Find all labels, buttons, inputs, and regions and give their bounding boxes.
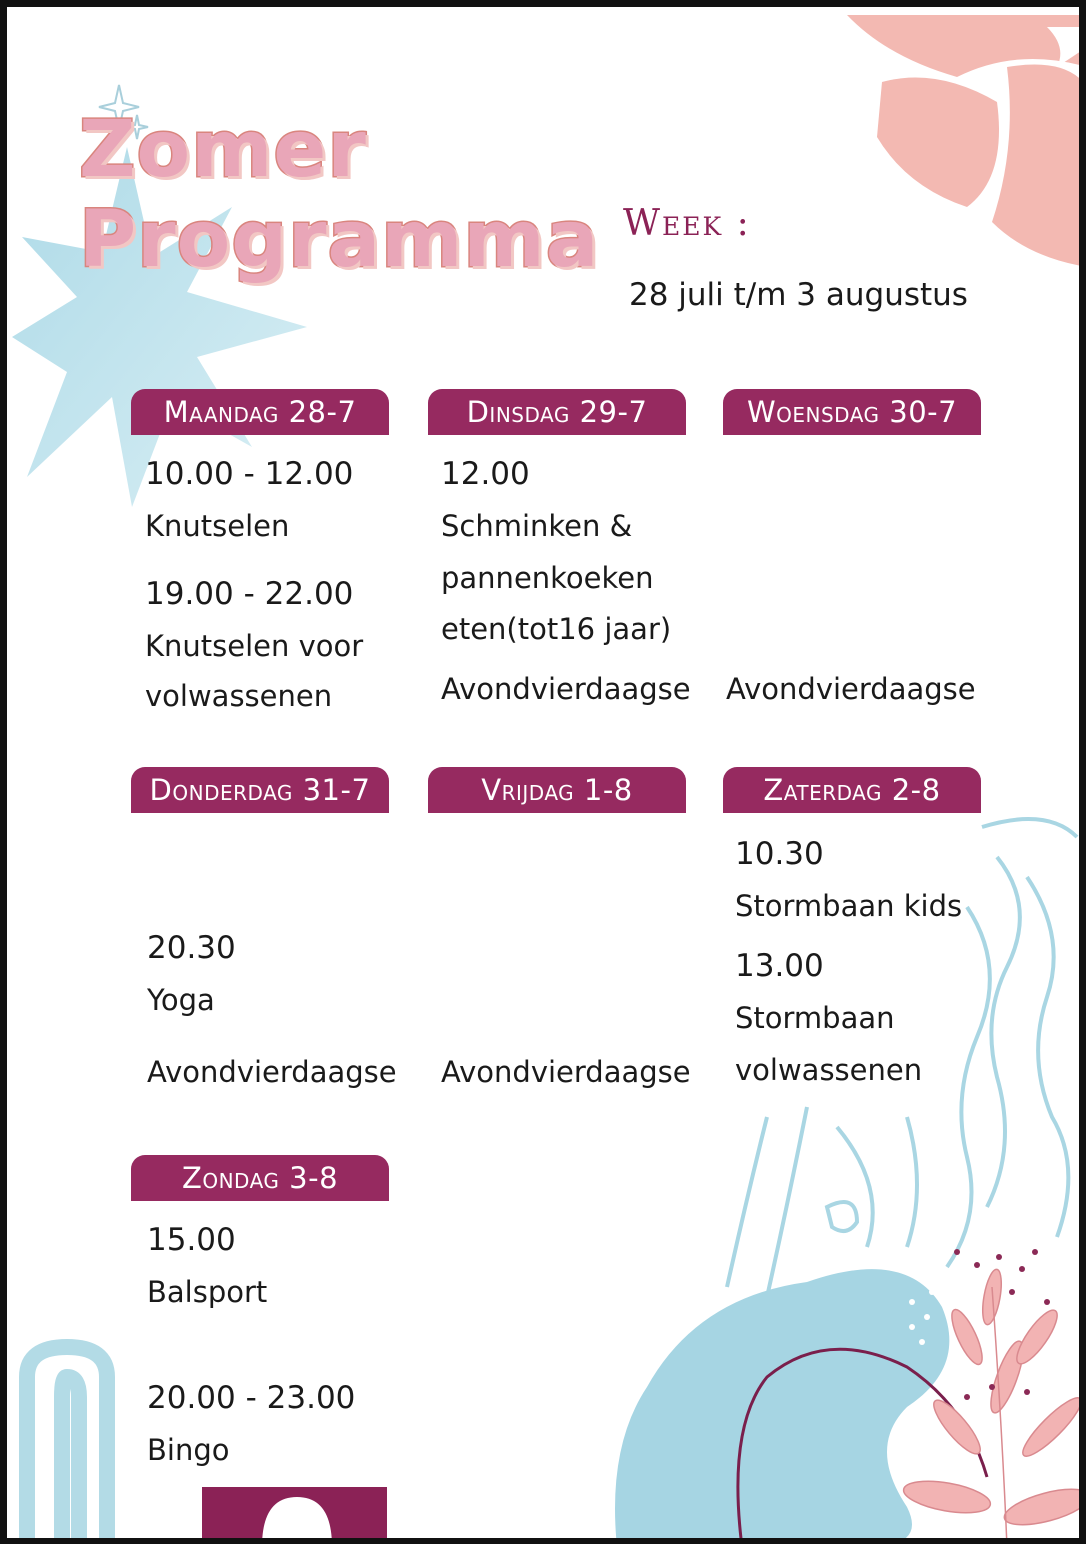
entry-activity: Yoga bbox=[147, 983, 215, 1017]
entry-time: 10.00 - 12.00 bbox=[145, 456, 354, 492]
entry-activity: Stormbaan bbox=[735, 1001, 895, 1035]
day-header-maandag: Maandag 28-7 bbox=[131, 389, 389, 435]
entry-activity: Stormbaan kids bbox=[735, 889, 963, 923]
day-header-vrijdag: Vrijdag 1-8 bbox=[428, 767, 686, 813]
entry-time: 20.30 bbox=[147, 930, 236, 966]
entry-time: 12.00 bbox=[441, 456, 530, 492]
flower-shape bbox=[847, 15, 1086, 267]
entry-activity: Balsport bbox=[147, 1275, 268, 1309]
day-header-zondag: Zondag 3-8 bbox=[131, 1155, 389, 1201]
blob-shape bbox=[615, 1269, 949, 1544]
entry-activity: volwassenen bbox=[735, 1053, 923, 1087]
entry-activity: Knutselen bbox=[145, 509, 290, 543]
entry-activity: Avondvierdaagse bbox=[441, 1055, 691, 1089]
entry-activity: Schminken & bbox=[441, 509, 633, 543]
entry-time: 15.00 bbox=[147, 1222, 236, 1258]
day-header-donderdag: Donderdag 31-7 bbox=[131, 767, 389, 813]
week-range: 28 juli t/m 3 augustus bbox=[629, 277, 968, 313]
entry-time: 20.00 - 23.00 bbox=[147, 1380, 356, 1416]
entry-activity: pannenkoeken bbox=[441, 561, 654, 595]
entry-activity: volwassenen bbox=[145, 679, 333, 713]
entry-time: 19.00 - 22.00 bbox=[145, 576, 354, 612]
day-header-dinsdag: Dinsdag 29-7 bbox=[428, 389, 686, 435]
entry-activity: Avondvierdaagse bbox=[726, 672, 976, 706]
entry-activity: Bingo bbox=[147, 1433, 230, 1467]
title-line-2: Programma bbox=[79, 195, 600, 285]
arch-shapes bbox=[27, 1347, 107, 1544]
arch-shape-dark bbox=[202, 1487, 387, 1544]
title-line-1: Zomer bbox=[79, 105, 367, 195]
day-header-woensdag: Woensdag 30-7 bbox=[723, 389, 981, 435]
entry-activity: Avondvierdaagse bbox=[147, 1055, 397, 1089]
entry-time: 13.00 bbox=[735, 948, 824, 984]
entry-time: 10.30 bbox=[735, 836, 824, 872]
entry-activity: Knutselen voor bbox=[145, 629, 364, 663]
entry-activity: eten(tot16 jaar) bbox=[441, 612, 672, 646]
week-label: Week : bbox=[623, 203, 751, 244]
entry-activity: Avondvierdaagse bbox=[441, 672, 691, 706]
day-header-zaterdag: Zaterdag 2-8 bbox=[723, 767, 981, 813]
